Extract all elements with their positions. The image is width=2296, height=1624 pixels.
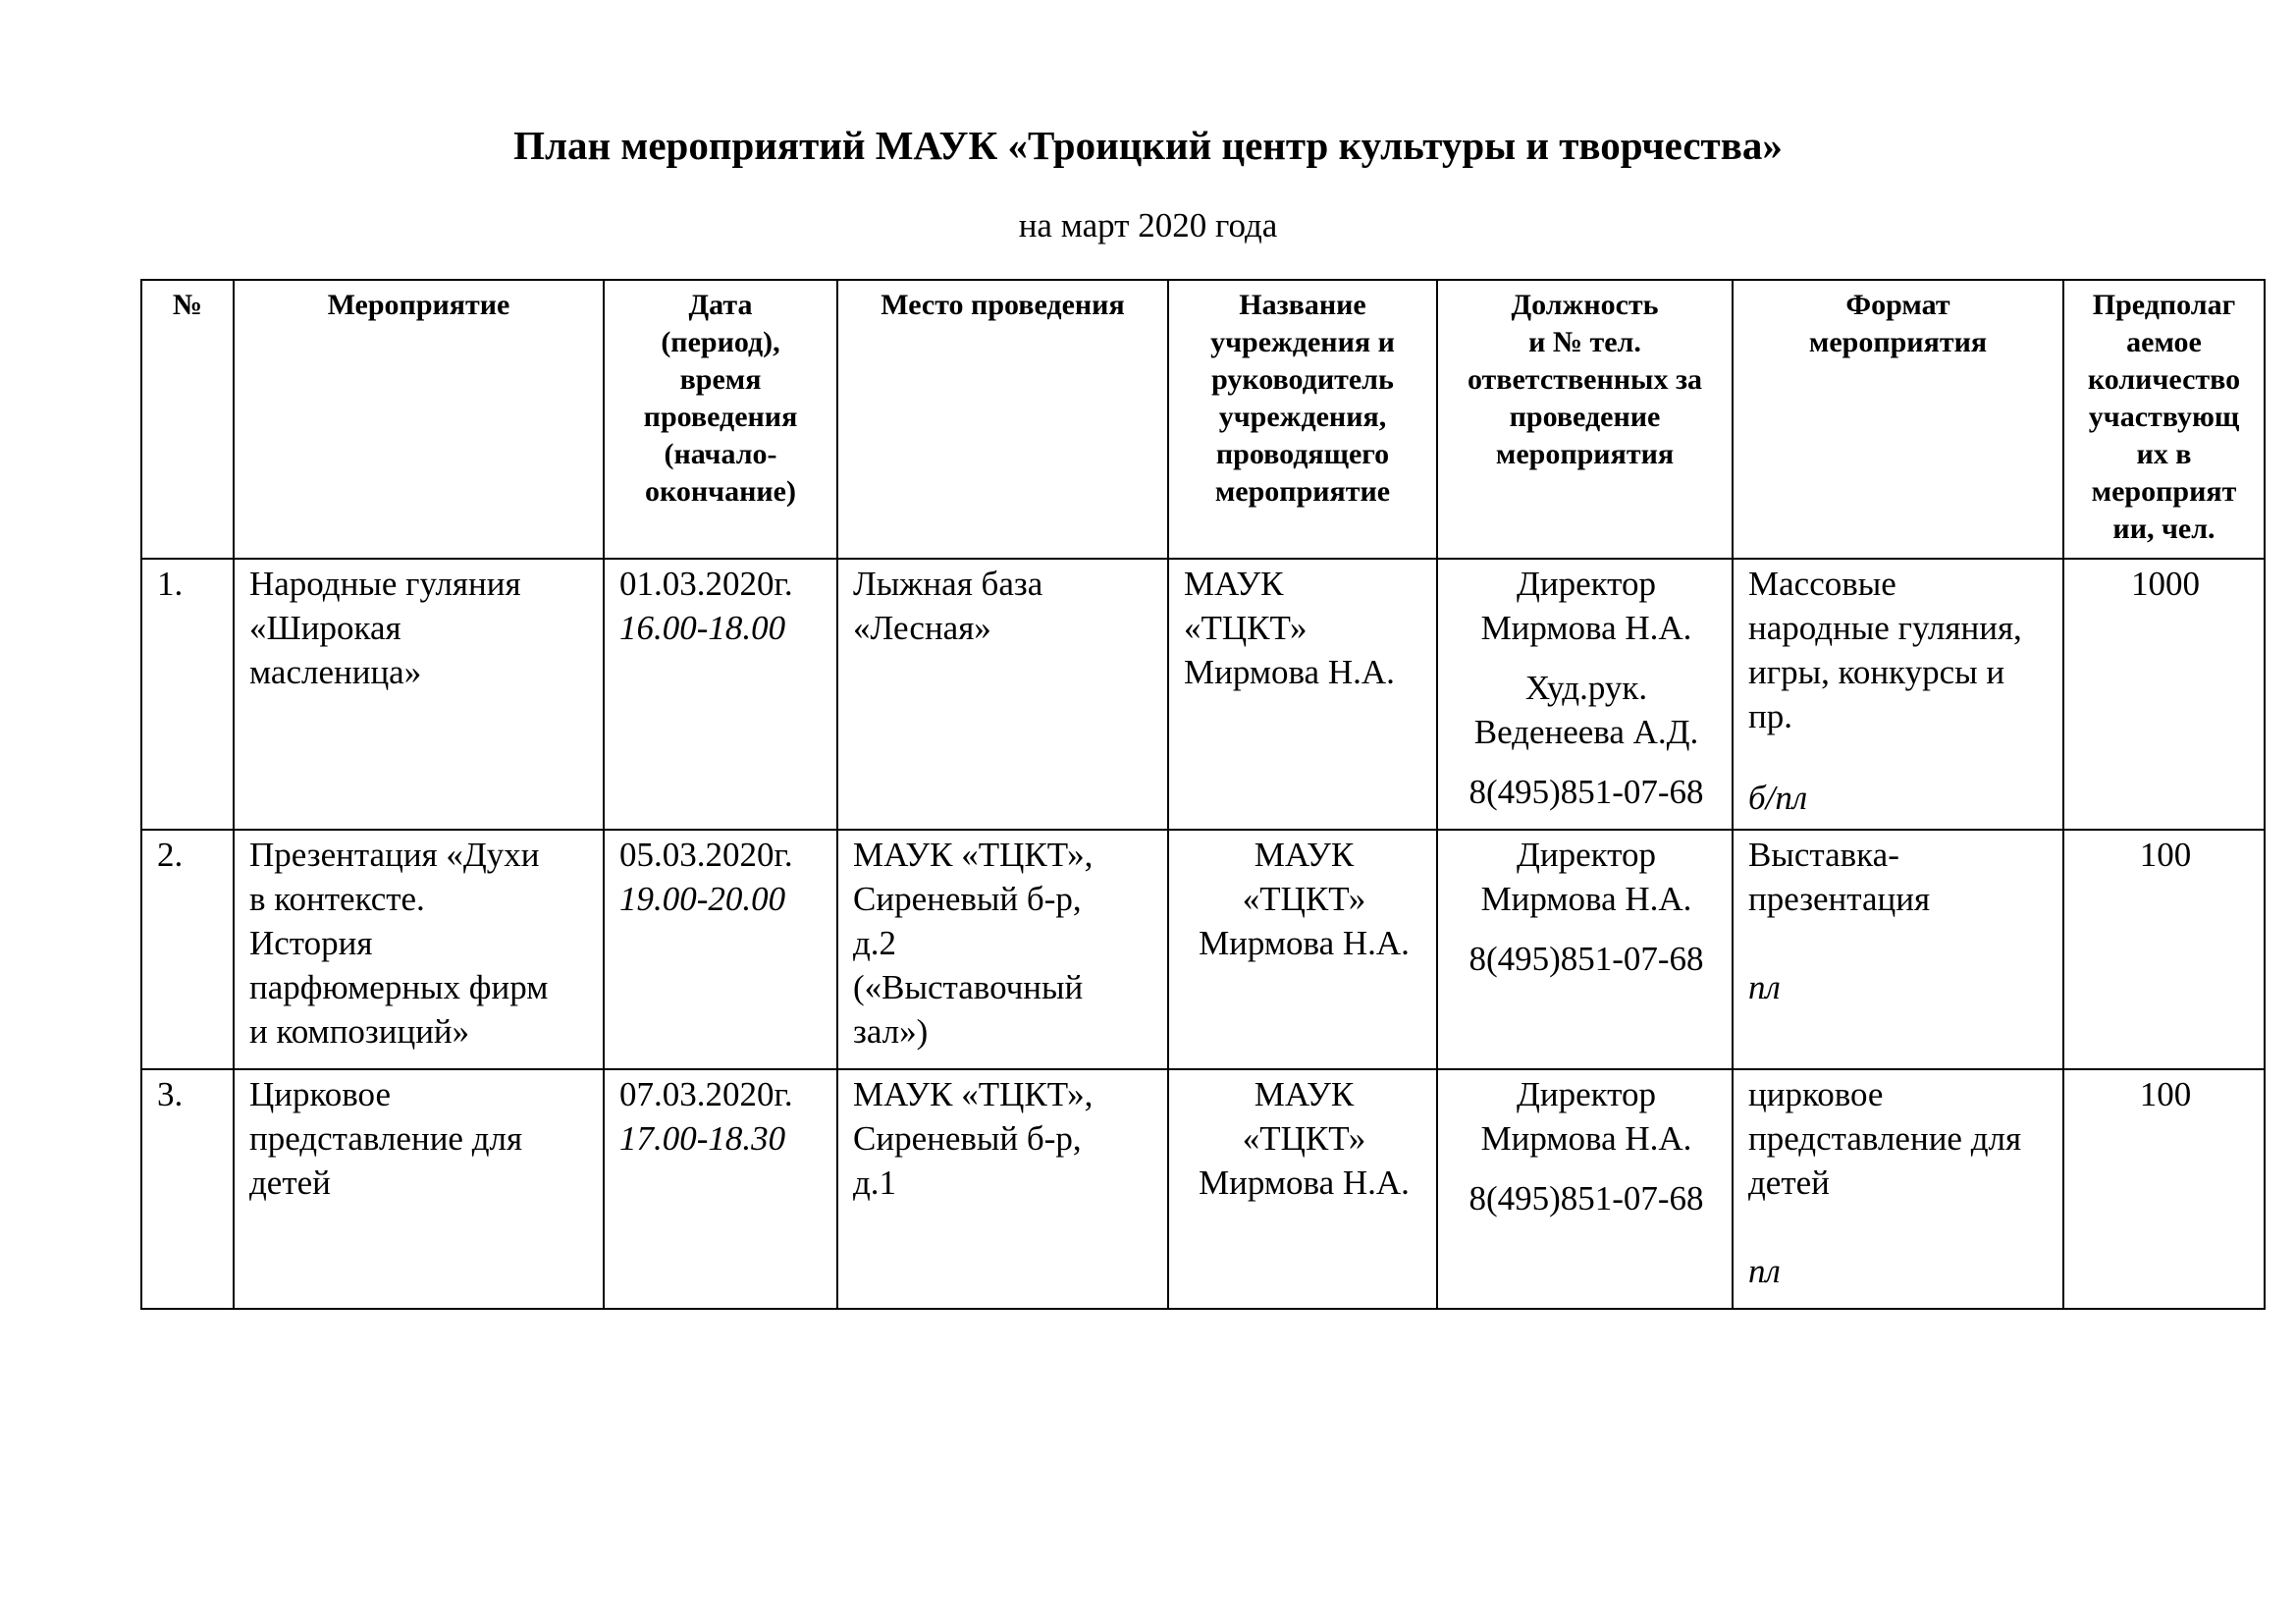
header-place: Место проведения xyxy=(837,280,1168,559)
event-responsible: Директор Мирмова Н.А. 8(495)851-07-68 xyxy=(1437,1069,1733,1309)
event-date: 01.03.2020г. 16.00-18.00 xyxy=(604,559,837,830)
table-header-row xyxy=(141,280,2265,559)
responsible-phone: 8(495)851-07-68 xyxy=(1468,773,1704,811)
page-subtitle: на март 2020 года xyxy=(1018,206,1278,244)
header-event: Мероприятие xyxy=(234,280,604,559)
event-name: Цирковое представление для детей xyxy=(234,1069,604,1309)
event-format: Выставка- презентация пл xyxy=(1733,830,2063,1069)
event-format: Массовые народные гуляния, игры, конкурсы и пр. б/пл xyxy=(1733,559,2063,830)
event-name: Народные гуляния «Широкая масленица» xyxy=(234,559,604,830)
participants-count: 1000 xyxy=(2063,559,2265,830)
row-number: 2. xyxy=(141,830,234,1069)
format-note: б/пл xyxy=(1748,779,1808,817)
event-organization: МАУК «ТЦКТ» Мирмова Н.А. xyxy=(1168,830,1437,1069)
event-time: 17.00-18.30 xyxy=(619,1119,786,1158)
events-table xyxy=(140,279,2266,1310)
event-place: МАУК «ТЦКТ», Сиреневый б-р, д.2 («Выставочный зал») xyxy=(837,830,1168,1069)
event-name: Презентация «Духи в контексте. История парфюмерных фирм и композиций» xyxy=(234,830,604,1069)
row-number: 3. xyxy=(141,1069,234,1309)
event-place: Лыжная база «Лесная» xyxy=(837,559,1168,830)
page-title: План мероприятий МАУК «Троицкий центр культуры и творчества» xyxy=(513,123,1783,168)
event-organization: МАУК «ТЦКТ» Мирмова Н.А. xyxy=(1168,559,1437,830)
format-note: пл xyxy=(1748,968,1781,1006)
responsible-phone: 8(495)851-07-68 xyxy=(1468,1179,1704,1218)
event-date: 07.03.2020г. 17.00-18.30 xyxy=(604,1069,837,1309)
participants-count: 100 xyxy=(2063,830,2265,1069)
row-number: 1. xyxy=(141,559,234,830)
header-date: Дата (период), время проведения (начало- окончание) xyxy=(604,280,837,559)
event-time: 16.00-18.00 xyxy=(619,609,786,647)
table-row xyxy=(141,830,2265,1069)
header-participants: Предполаг аемое количество участвующ их в мероприят ии, чел. xyxy=(2063,280,2265,559)
event-place: МАУК «ТЦКТ», Сиреневый б-р, д.1 xyxy=(837,1069,1168,1309)
format-note: пл xyxy=(1748,1252,1781,1290)
event-format: цирковое представление для детей пл xyxy=(1733,1069,2063,1309)
header-format: Формат мероприятия xyxy=(1733,280,2063,559)
event-time: 19.00-20.00 xyxy=(619,880,786,918)
event-date: 05.03.2020г. 19.00-20.00 xyxy=(604,830,837,1069)
header-number: № xyxy=(141,280,234,559)
event-responsible: Директор Мирмова Н.А. Худ.рук. Веденеева А.Д. 8(495)851-07-68 xyxy=(1437,559,1733,830)
table-row xyxy=(141,1069,2265,1309)
responsible-phone: 8(495)851-07-68 xyxy=(1468,940,1704,978)
participants-count: 100 xyxy=(2063,1069,2265,1309)
header-responsible: Должность и № тел. ответственных за проведение мероприятия xyxy=(1437,280,1733,559)
table-row xyxy=(141,559,2265,830)
event-organization: МАУК «ТЦКТ» Мирмова Н.А. xyxy=(1168,1069,1437,1309)
header-organization: Название учреждения и руководитель учреждения, проводящего мероприятие xyxy=(1168,280,1437,559)
event-responsible: Директор Мирмова Н.А. 8(495)851-07-68 xyxy=(1437,830,1733,1069)
